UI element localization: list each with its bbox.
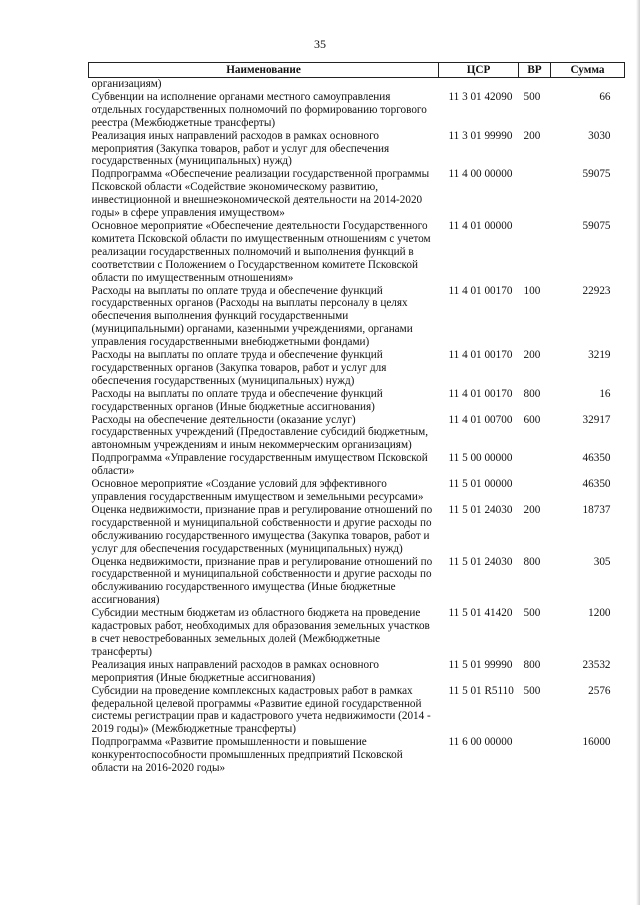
table-row xyxy=(89,388,625,414)
row-csr: 11 4 01 00170 xyxy=(448,349,513,362)
row-name: Расходы на выплаты по оплате труда и обеспечение функций государственных органов (Закупка товаров, работ и услуг для обеспечения государственных (муниципальных) нужд) xyxy=(91,349,387,387)
row-csr: 11 5 01 24030 xyxy=(448,503,513,516)
row-vr: 600 xyxy=(523,413,541,426)
row-vr: 200 xyxy=(523,129,541,142)
row-sum: 16 xyxy=(599,387,611,400)
row-vr: 100 xyxy=(523,284,541,297)
row-name: Субсидии местным бюджетам из областного бюджета на проведение кадастровых работ, необходимых для образования земельных участков в счет невостребованных земельных долей (Межбюджетные трансферты) xyxy=(91,607,430,658)
row-name: Расходы на выплаты по оплате труда и обеспечение функций государственных органов (Иные бюджетные ассигнования) xyxy=(91,387,383,413)
page-number: 35 xyxy=(314,37,326,51)
table-row xyxy=(89,659,625,685)
row-sum: 32917 xyxy=(582,413,611,426)
row-name: Подпрограмма «Развитие промышленности и повышение конкурентоспособности промышленных предприятий Псковской области на 2016-2020 годы» xyxy=(91,736,403,775)
table-row xyxy=(89,285,625,350)
row-vr xyxy=(519,452,551,478)
row-csr: 11 4 01 00700 xyxy=(448,413,513,426)
row-vr: 800 xyxy=(523,658,541,671)
row-sum: 3219 xyxy=(588,349,611,362)
row-name: Расходы на обеспечение деятельности (оказание услуг) государственных учреждений (Предоставление субсидий бюджетным, автономным учреждениям и иным некоммерческим организациям) xyxy=(91,413,429,452)
row-csr xyxy=(439,78,519,91)
row-vr: 500 xyxy=(523,607,541,620)
row-sum: 46350 xyxy=(582,452,611,465)
table-row xyxy=(89,130,625,169)
row-sum xyxy=(551,78,625,91)
row-name: Реализация иных направлений расходов в рамках основного мероприятия (Закупка товаров, работ и услуг для обеспечения государственных (муниципальных) нужд) xyxy=(91,129,390,168)
row-csr: 11 5 01 99990 xyxy=(448,658,513,671)
page-edge-shadow xyxy=(636,0,640,905)
table-row xyxy=(89,452,625,478)
row-sum: 46350 xyxy=(582,478,611,491)
table-header-row xyxy=(89,63,625,78)
row-name: Оценка недвижимости, признание прав и регулирование отношений по государственной и муниципальной собственности и другие расходы по обслуживанию государственного имущества (Иные бюджетные ассигнования) xyxy=(91,555,433,607)
row-sum: 66 xyxy=(599,90,611,103)
row-csr: 11 3 01 99990 xyxy=(448,129,513,142)
row-vr xyxy=(519,220,551,285)
row-name: Субсидии на проведение комплексных кадастровых работ в рамках федеральной целевой программы «Развитие единой государственной системы регистрации прав и кадастрового учета недвижимости (2014 - 2019 годы)» (Межбюджетные трансферты) xyxy=(91,684,431,736)
table-row xyxy=(89,414,625,453)
row-csr: 11 5 01 24030 xyxy=(448,555,513,568)
row-sum: 59075 xyxy=(582,219,611,232)
table-row xyxy=(89,91,625,130)
row-csr: 11 5 01 41420 xyxy=(448,607,513,620)
row-vr: 500 xyxy=(523,684,541,697)
table-row xyxy=(89,78,625,91)
row-sum: 23532 xyxy=(582,658,611,671)
row-name: Подпрограмма «Обеспечение реализации государственной программы Псковской области «Содействие экономическому развитию, инвестиционной и внешнеэкономической деятельности на 2014-2020 годы» в сфере управления имуществом» xyxy=(91,168,430,220)
row-name: Основное мероприятие «Создание условий для эффективного управления государственным имуществом и земельными ресурсами» xyxy=(91,478,424,503)
table-row xyxy=(89,736,625,775)
row-name: Оценка недвижимости, признание прав и регулирование отношений по государственной и муниципальной собственности и другие расходы по обслуживанию государственного имущества (Закупка товаров, работ и услуг для обеспечения государственных (муниципальных) нужд) xyxy=(91,503,433,555)
row-name: Субвенции на исполнение органами местного самоуправления отдельных государственных полномочий по формированию торгового реестра (Межбюджетные трансферты) xyxy=(91,90,427,129)
row-csr: 11 5 01 00000 xyxy=(448,478,513,491)
row-csr: 11 5 00 00000 xyxy=(448,452,513,465)
row-vr: 800 xyxy=(523,387,541,400)
table-row xyxy=(89,556,625,608)
header-csr: ЦСР xyxy=(439,63,519,78)
row-vr: 500 xyxy=(523,90,541,103)
row-csr: 11 4 01 00000 xyxy=(448,219,513,232)
header-vr: ВР xyxy=(519,63,551,78)
row-csr: 11 6 00 00000 xyxy=(448,736,513,749)
row-sum: 16000 xyxy=(582,736,611,749)
table-row xyxy=(89,478,625,504)
row-sum: 18737 xyxy=(582,503,611,516)
row-name: Основное мероприятие «Обеспечение деятельности Государственного комитета Псковской области по имущественным отношениям с учетом реализации государственных полномочий и выполнения функций в соответствии с Положением о Государственном комитете Псковской области по имущественным отношениям» xyxy=(91,219,431,284)
table-row xyxy=(89,685,625,737)
table-row xyxy=(89,349,625,388)
row-name: Расходы на выплаты по оплате труда и обеспечение функций государственных органов (Расходы на выплаты персоналу в целях обеспечения выполнения функций государственными (муниципальными) органами, казенными учреждениями, органами управления государственными внебюджетными фондами) xyxy=(91,284,413,349)
table-body xyxy=(89,78,625,775)
row-csr: 11 5 01 R5110 xyxy=(448,684,514,697)
row-vr: 800 xyxy=(523,555,541,568)
row-vr: 200 xyxy=(523,503,541,516)
row-vr xyxy=(519,168,551,220)
table-row xyxy=(89,220,625,285)
row-csr: 11 4 01 00170 xyxy=(448,284,513,297)
row-vr xyxy=(519,78,551,91)
row-name: Подпрограмма «Управление государственным имуществом Псковской области» xyxy=(91,452,428,478)
row-name: организациям) xyxy=(91,78,162,90)
row-sum: 22923 xyxy=(582,284,611,297)
row-vr xyxy=(519,736,551,775)
row-csr: 11 4 01 00170 xyxy=(448,387,513,400)
row-sum: 1200 xyxy=(588,607,611,620)
row-sum: 305 xyxy=(593,555,611,568)
table-row xyxy=(89,504,625,556)
table-row xyxy=(89,607,625,659)
row-csr: 11 4 00 00000 xyxy=(448,168,513,181)
table-row xyxy=(89,168,625,220)
row-csr: 11 3 01 42090 xyxy=(448,90,513,103)
row-name: Реализация иных направлений расходов в рамках основного мероприятия (Иные бюджетные ассигнования) xyxy=(91,658,379,684)
row-vr: 200 xyxy=(523,349,541,362)
row-sum: 59075 xyxy=(582,168,611,181)
header-name: Наименование xyxy=(89,63,439,78)
budget-table xyxy=(88,62,625,775)
row-vr xyxy=(519,478,551,504)
row-sum: 2576 xyxy=(588,684,611,697)
row-sum: 3030 xyxy=(588,129,611,142)
header-sum: Сумма xyxy=(551,63,625,78)
